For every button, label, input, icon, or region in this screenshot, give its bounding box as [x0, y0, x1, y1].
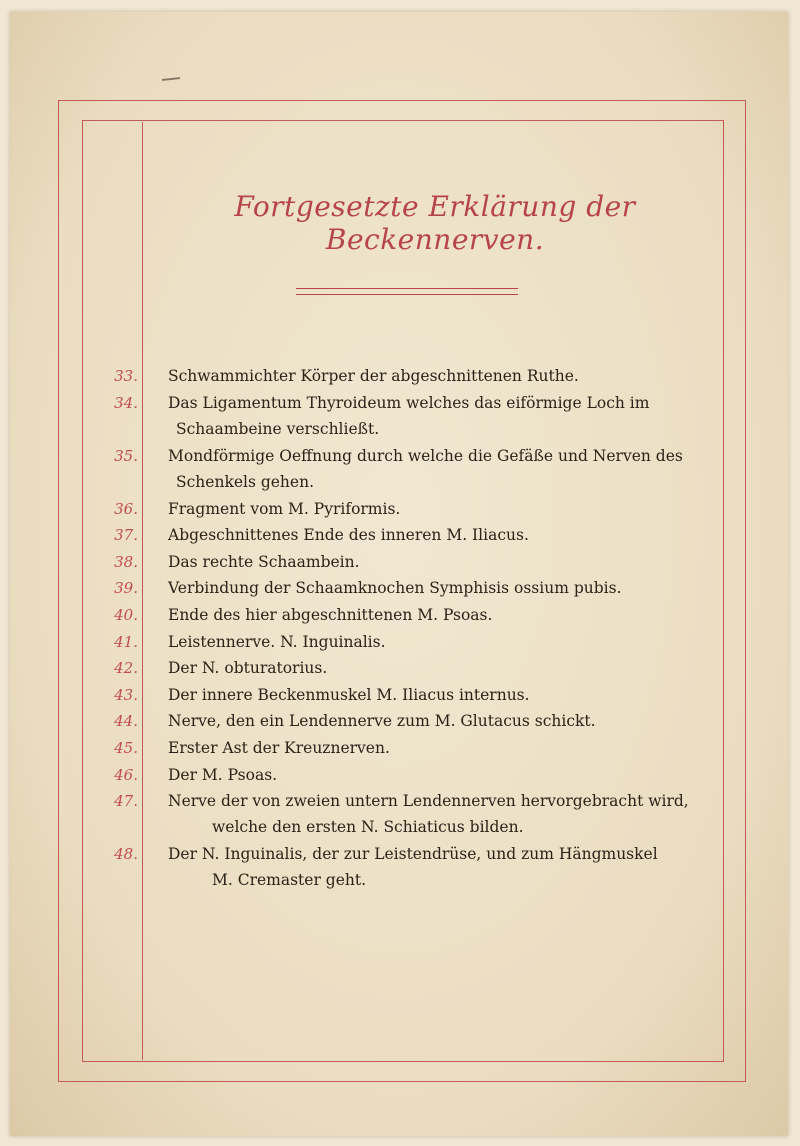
- list-item: [0, 496, 800, 523]
- list-item: [0, 549, 800, 576]
- entry-number: 46.: [114, 765, 138, 784]
- list-item: [0, 602, 800, 629]
- entry-text: Leistennerve. N. Inguinalis.: [168, 632, 386, 651]
- entry-text: Mondförmige Oeffnung durch welche die Gefäße und Nerven des Schenkels gehen.: [168, 446, 683, 491]
- list-item: [0, 629, 800, 656]
- entry-number: 47.: [114, 792, 138, 811]
- entry-text: Fragment vom M. Pyriformis.: [168, 499, 401, 518]
- list-item: [0, 788, 800, 841]
- entry-list: [0, 363, 800, 894]
- entry-number: 48.: [114, 845, 138, 864]
- entry-text: Erster Ast der Kreuznerven.: [168, 738, 390, 757]
- entry-number: 35.: [114, 446, 138, 465]
- entry-text: Das Ligamentum Thyroideum welches das eiförmige Loch im Schaambeine verschließt.: [168, 393, 650, 438]
- list-item: [0, 841, 800, 894]
- entry-text: Ende des hier abgeschnittenen M. Psoas.: [168, 605, 493, 624]
- list-item: [0, 735, 800, 762]
- entry-number: 39.: [114, 579, 138, 598]
- entry-number: 45.: [114, 738, 138, 757]
- entry-text: Der M. Psoas.: [168, 765, 278, 784]
- list-item: [0, 762, 800, 789]
- list-item: [0, 390, 800, 443]
- entry-text: Der innere Beckenmuskel M. Iliacus internus.: [168, 685, 530, 704]
- list-item: [0, 708, 800, 735]
- entry-text: Der N. obturatorius.: [168, 659, 328, 678]
- entry-number: 37.: [114, 526, 138, 545]
- entry-text: Das rechte Schaambein.: [168, 552, 360, 571]
- entry-text: Abgeschnittenes Ende des inneren M. Iliacus.: [168, 526, 529, 545]
- title-underline: [296, 288, 518, 295]
- entry-number: 42.: [114, 659, 138, 678]
- entry-text: Nerve der von zweien untern Lendennerven hervorgebracht wird, welche den ersten N. Schiaticus bilden.: [168, 792, 689, 837]
- entry-number: 33.: [114, 367, 138, 385]
- list-item: [0, 522, 800, 549]
- entry-number: 43.: [114, 685, 138, 704]
- list-item: [0, 443, 800, 496]
- entry-number: 40.: [114, 605, 138, 624]
- entry-number: 38.: [114, 552, 138, 571]
- entry-text: Nerve, den ein Lendennerve zum M. Glutacus schickt.: [168, 712, 596, 731]
- list-item: [0, 682, 800, 709]
- entry-text: Der N. Inguinalis, der zur Leistendrüse, und zum Hängmuskel M. Cremaster geht.: [168, 845, 658, 890]
- list-item: [0, 575, 800, 602]
- entry-number: 44.: [114, 712, 138, 731]
- list-item: [0, 655, 800, 682]
- entry-text: Schwammichter Körper der abgeschnittenen Ruthe.: [168, 367, 579, 385]
- list-item: [0, 363, 800, 390]
- entry-text: Verbindung der Schaamknochen Symphisis ossium pubis.: [168, 579, 622, 598]
- entry-number: 34.: [114, 393, 138, 412]
- page-title: Fortgesetzte Erklärung der Beckennerven.: [234, 190, 636, 256]
- entry-number: 41.: [114, 632, 138, 651]
- entry-number: 36.: [114, 499, 138, 518]
